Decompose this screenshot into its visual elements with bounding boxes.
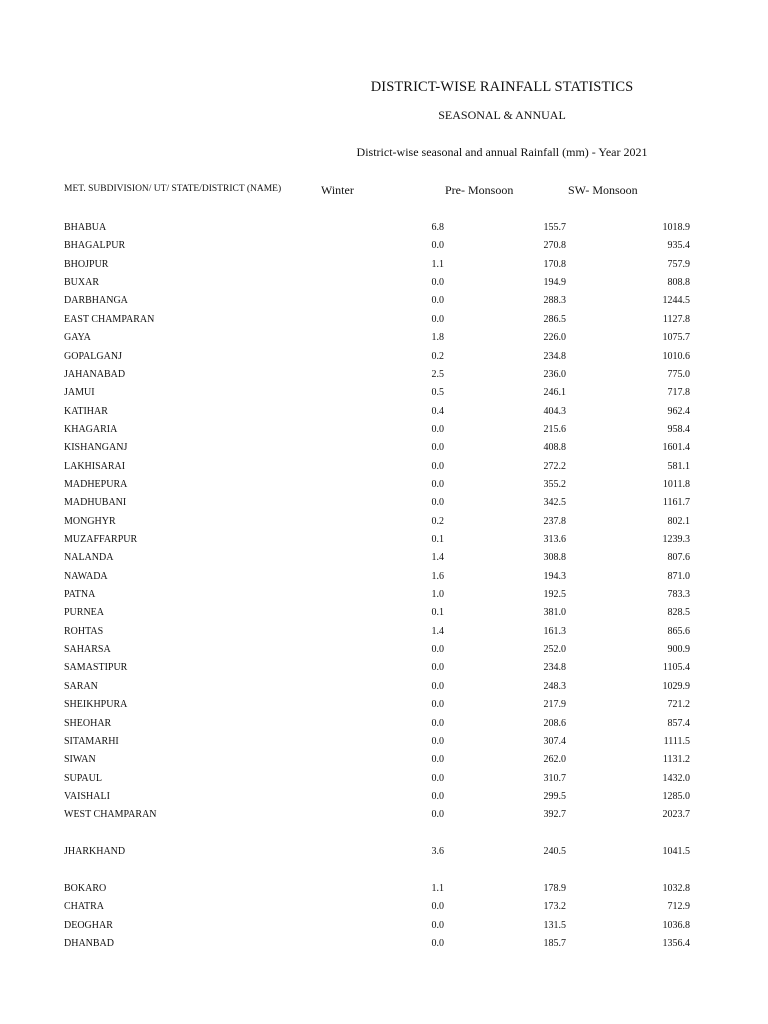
pre-monsoon-value: 313.6 — [543, 534, 566, 545]
sw-monsoon-value: 1244.5 — [662, 295, 690, 307]
winter-value: 0.0 — [431, 423, 444, 435]
winter-value: 0.0 — [431, 313, 444, 325]
winter-value: 0.2 — [431, 515, 444, 527]
table-row — [0, 424, 768, 438]
table-row — [0, 240, 768, 254]
table-row — [0, 662, 768, 676]
district-name: JAMUI — [64, 387, 95, 399]
winter-value: 1.0 — [431, 589, 444, 600]
district-name: KHAGARIA — [64, 423, 118, 435]
document-title: DISTRICT-WISE RAINFALL STATISTICS — [370, 79, 634, 95]
table-row — [0, 314, 768, 328]
district-name: BOKARO — [64, 882, 107, 894]
sw-monsoon-value: 935.4 — [667, 240, 690, 252]
district-name: CHATRA — [64, 901, 105, 913]
table-row — [0, 277, 768, 291]
sw-monsoon-value: 721.2 — [667, 699, 690, 711]
sw-monsoon-value: 1111.5 — [663, 735, 690, 747]
sw-monsoon-value: 1161.7 — [662, 497, 690, 509]
table-row — [0, 552, 768, 566]
pre-monsoon-value: 272.2 — [543, 460, 566, 472]
winter-value: 0.0 — [431, 277, 444, 289]
sw-monsoon-value: 865.6 — [667, 625, 690, 637]
winter-value: 0.0 — [431, 442, 444, 454]
table-row — [0, 222, 768, 236]
pre-monsoon-value: 270.8 — [543, 240, 566, 252]
pre-monsoon-value: 234.8 — [543, 662, 566, 674]
winter-value: 0.4 — [431, 405, 444, 417]
table-row — [0, 571, 768, 585]
table-row — [0, 644, 768, 658]
winter-value: 0.1 — [431, 607, 444, 619]
district-name: SHEIKHPURA — [64, 699, 128, 711]
winter-value: 0.0 — [431, 790, 444, 802]
table-row — [0, 681, 768, 695]
district-name: BUXAR — [64, 277, 100, 289]
district-name: SAMASTIPUR — [64, 662, 128, 674]
column-header-sw-monsoon: SW- Monsoon — [568, 183, 638, 197]
pre-monsoon-value: 185.7 — [543, 938, 566, 949]
table-row — [0, 699, 768, 713]
pre-monsoon-value: 234.8 — [543, 350, 566, 362]
pre-monsoon-value: 226.0 — [543, 332, 566, 344]
district-name: EAST CHAMPARAN — [64, 313, 155, 325]
sw-monsoon-value: 1131.2 — [662, 754, 690, 766]
district-name: NALANDA — [64, 552, 114, 564]
winter-value: 0.0 — [431, 901, 444, 913]
sw-monsoon-value: 962.4 — [667, 405, 690, 417]
table-row — [0, 442, 768, 456]
pre-monsoon-value: 381.0 — [543, 607, 566, 619]
district-name: BHAGALPUR — [64, 240, 126, 252]
district-name: SAHARSA — [64, 644, 111, 656]
table-row — [0, 259, 768, 273]
sw-monsoon-value: 802.1 — [667, 515, 690, 527]
district-name: SHEOHAR — [64, 717, 112, 729]
sw-monsoon-value: 871.0 — [667, 570, 690, 582]
district-name: JHARKHAND — [64, 846, 126, 858]
winter-value: 1.6 — [431, 570, 444, 582]
table-row — [0, 736, 768, 750]
pre-monsoon-value: 299.5 — [543, 790, 566, 802]
winter-value: 1.4 — [431, 625, 444, 637]
winter-value: 0.0 — [431, 809, 444, 821]
winter-value: 0.0 — [431, 735, 444, 747]
pre-monsoon-value: 262.0 — [543, 754, 566, 766]
table-row — [0, 754, 768, 768]
district-name: DARBHANGA — [64, 295, 128, 307]
table-row — [0, 773, 768, 787]
winter-value: 3.6 — [431, 846, 444, 858]
table-row — [0, 332, 768, 346]
district-name: SITAMARHI — [64, 735, 119, 747]
table-row — [0, 846, 768, 860]
pre-monsoon-value: 173.2 — [543, 901, 566, 913]
sw-monsoon-value: 1010.6 — [662, 350, 690, 362]
sw-monsoon-value: 757.9 — [667, 258, 690, 270]
district-name: GOPALGANJ — [64, 350, 122, 362]
table-row — [0, 938, 768, 952]
column-header-name: MET. SUBDIVISION/ UT/ STATE/DISTRICT (NAME) — [64, 184, 282, 194]
sw-monsoon-value: 717.8 — [667, 387, 690, 399]
pre-monsoon-value: 246.1 — [543, 387, 566, 399]
pre-monsoon-value: 355.2 — [543, 478, 566, 490]
table-row — [0, 497, 768, 511]
pre-monsoon-value: 237.8 — [543, 515, 566, 527]
table-row — [0, 351, 768, 365]
sw-monsoon-value: 808.8 — [667, 277, 690, 289]
winter-value: 2.5 — [431, 368, 444, 380]
sw-monsoon-value: 1041.5 — [662, 846, 690, 858]
winter-value: 0.0 — [431, 644, 444, 656]
sw-monsoon-value: 2023.7 — [662, 809, 690, 821]
sw-monsoon-value: 712.9 — [667, 901, 690, 913]
district-name: MUZAFFARPUR — [64, 534, 138, 545]
pre-monsoon-value: 310.7 — [543, 772, 566, 784]
sw-monsoon-value: 1239.3 — [662, 534, 690, 545]
table-row — [0, 883, 768, 897]
table-row — [0, 791, 768, 805]
winter-value: 0.0 — [431, 662, 444, 674]
district-name: SARAN — [64, 680, 98, 692]
table-row — [0, 534, 768, 548]
sw-monsoon-value: 958.4 — [667, 423, 690, 435]
district-name: WEST CHAMPARAN — [64, 809, 157, 821]
winter-value: 0.0 — [431, 460, 444, 472]
district-name: DEOGHAR — [64, 919, 113, 931]
table-row — [0, 718, 768, 732]
table-caption: District-wise seasonal and annual Rainfall (mm) - Year 2021 — [356, 145, 648, 159]
pre-monsoon-value: 215.6 — [543, 423, 566, 435]
winter-value: 0.0 — [431, 754, 444, 766]
table-row — [0, 901, 768, 915]
sw-monsoon-value: 1032.8 — [662, 882, 690, 894]
table-row — [0, 387, 768, 401]
district-name: MADHUBANI — [64, 497, 127, 509]
sw-monsoon-value: 1356.4 — [662, 938, 690, 949]
district-name: ROHTAS — [64, 625, 104, 637]
pre-monsoon-value: 155.7 — [543, 222, 566, 233]
district-name: BHABUA — [64, 222, 107, 233]
winter-value: 1.4 — [431, 552, 444, 564]
sw-monsoon-value: 1127.8 — [662, 313, 690, 325]
pre-monsoon-value: 194.9 — [543, 277, 566, 289]
district-name: LAKHISARAI — [64, 460, 126, 472]
table-row — [0, 479, 768, 493]
winter-value: 0.0 — [431, 938, 444, 949]
winter-value: 1.8 — [431, 332, 444, 344]
table-row — [0, 516, 768, 530]
winter-value: 0.0 — [431, 680, 444, 692]
winter-value: 0.0 — [431, 295, 444, 307]
district-name: PATNA — [64, 589, 96, 600]
pre-monsoon-value: 194.3 — [543, 570, 566, 582]
winter-value: 0.0 — [431, 240, 444, 252]
pre-monsoon-value: 308.8 — [543, 552, 566, 564]
district-name: DHANBAD — [64, 938, 114, 949]
sw-monsoon-value: 1285.0 — [662, 790, 690, 802]
district-name: BHOJPUR — [64, 258, 109, 270]
sw-monsoon-value: 1075.7 — [662, 332, 690, 344]
pre-monsoon-value: 178.9 — [543, 882, 566, 894]
table-row — [0, 589, 768, 603]
pre-monsoon-value: 170.8 — [543, 258, 566, 270]
district-name: SIWAN — [64, 754, 96, 766]
pre-monsoon-value: 161.3 — [543, 625, 566, 637]
district-name: KISHANGANJ — [64, 442, 128, 454]
sw-monsoon-value: 1036.8 — [662, 919, 690, 931]
district-name: JAHANABAD — [64, 368, 126, 380]
table-row — [0, 626, 768, 640]
table-row — [0, 406, 768, 420]
district-name: SUPAUL — [64, 772, 102, 784]
winter-value: 0.0 — [431, 699, 444, 711]
column-header-winter: Winter — [321, 183, 354, 197]
winter-value: 0.5 — [431, 387, 444, 399]
pre-monsoon-value: 240.5 — [543, 846, 566, 858]
district-name: PURNEA — [64, 607, 105, 619]
column-header-pre-monsoon: Pre- Monsoon — [445, 183, 514, 197]
district-name: NAWADA — [64, 570, 108, 582]
winter-value: 0.0 — [431, 497, 444, 509]
sw-monsoon-value: 1432.0 — [662, 772, 690, 784]
district-name: GAYA — [64, 332, 91, 344]
district-name: VAISHALI — [64, 790, 110, 802]
pre-monsoon-value: 408.8 — [543, 442, 566, 454]
sw-monsoon-value: 581.1 — [667, 460, 690, 472]
sw-monsoon-value: 775.0 — [667, 368, 690, 380]
table-row — [0, 295, 768, 309]
pre-monsoon-value: 131.5 — [543, 919, 566, 931]
winter-value: 6.8 — [431, 222, 444, 233]
sw-monsoon-value: 828.5 — [667, 607, 690, 619]
pre-monsoon-value: 217.9 — [543, 699, 566, 711]
winter-value: 0.2 — [431, 350, 444, 362]
winter-value: 0.0 — [431, 919, 444, 931]
winter-value: 0.1 — [431, 534, 444, 545]
pre-monsoon-value: 342.5 — [543, 497, 566, 509]
sw-monsoon-value: 900.9 — [667, 644, 690, 656]
document-subtitle: SEASONAL & ANNUAL — [438, 108, 566, 122]
pre-monsoon-value: 192.5 — [543, 589, 566, 600]
table-row — [0, 920, 768, 934]
district-name: MONGHYR — [64, 515, 116, 527]
pre-monsoon-value: 236.0 — [543, 368, 566, 380]
sw-monsoon-value: 783.3 — [667, 589, 690, 600]
district-name: KATIHAR — [64, 405, 108, 417]
table-row — [0, 607, 768, 621]
sw-monsoon-value: 1011.8 — [662, 478, 690, 490]
pre-monsoon-value: 286.5 — [543, 313, 566, 325]
winter-value: 1.1 — [431, 258, 444, 270]
pre-monsoon-value: 404.3 — [543, 405, 566, 417]
sw-monsoon-value: 1601.4 — [662, 442, 690, 454]
sw-monsoon-value: 807.6 — [667, 552, 690, 564]
table-row — [0, 369, 768, 383]
sw-monsoon-value: 1029.9 — [662, 680, 690, 692]
winter-value: 0.0 — [431, 772, 444, 784]
winter-value: 0.0 — [431, 478, 444, 490]
district-name: MADHEPURA — [64, 478, 128, 490]
pre-monsoon-value: 392.7 — [543, 809, 566, 821]
sw-monsoon-value: 1018.9 — [662, 222, 690, 233]
table-row — [0, 461, 768, 475]
sw-monsoon-value: 1105.4 — [662, 662, 690, 674]
pre-monsoon-value: 252.0 — [543, 644, 566, 656]
pre-monsoon-value: 288.3 — [543, 295, 566, 307]
table-row — [0, 809, 768, 823]
winter-value: 0.0 — [431, 717, 444, 729]
sw-monsoon-value: 857.4 — [667, 717, 690, 729]
pre-monsoon-value: 248.3 — [543, 680, 566, 692]
winter-value: 1.1 — [431, 882, 444, 894]
pre-monsoon-value: 208.6 — [543, 717, 566, 729]
pre-monsoon-value: 307.4 — [543, 735, 566, 747]
